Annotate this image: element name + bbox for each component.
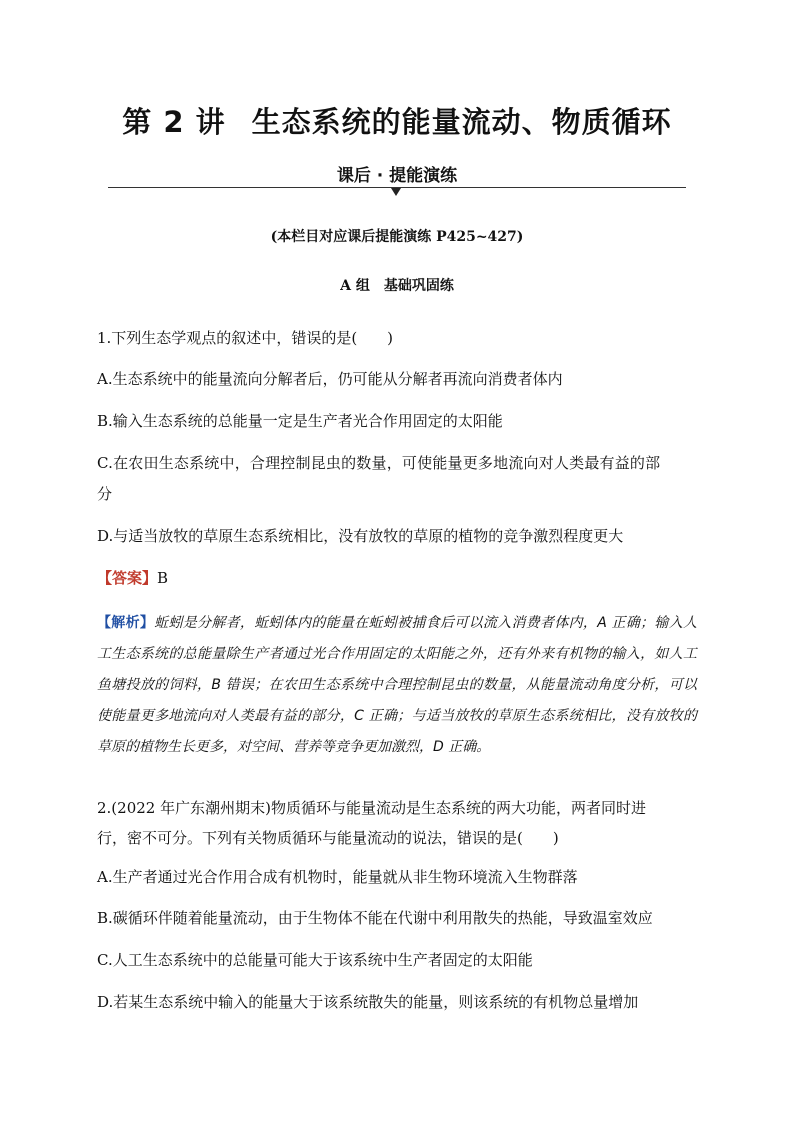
q1-analysis: [97, 608, 697, 763]
q1-option-b: B.输入生态系统的总能量一定是生产者光合作用固定的太阳能: [97, 412, 503, 430]
triangle-marker-icon: [391, 188, 401, 196]
page-title: [0, 100, 794, 141]
q2-option-a: A.生产者通过光合作用合成有机物时，能量就从非生物环境流入生物群落: [97, 868, 578, 886]
group-title: [0, 275, 794, 295]
analysis-text: 蚯蚓是分解者，蚯蚓体内的能量在蚯蚓被捕食后可以流入消费者体内，A 正确；输入人工生态系统的总能量除生产者通过光合作用固定的太阳能之外，还有外来有机物的输入，如人工鱼塘投放的饲料，B 错误；在农田生态系统中合理控制昆虫的数量，从能量流动角度分析，可以使能量更多地流向对人类最有益的部分，C 正确；与适当放牧的草原生态系统相比，没有放牧的草原的植物生长更多，对空间、营养等竞争更加激烈，D 正确。: [97, 615, 697, 755]
lesson-number: 第 2 讲: [122, 105, 226, 139]
q2-option-d: D.若某生态系统中输入的能量大于该系统散失的能量，则该系统的有机物总量增加: [97, 993, 639, 1011]
q2-stem-line2: 行，密不可分。下列有关物质循环与能量流动的说法，错误的是( ): [97, 829, 559, 847]
section-heading: 课后 · 提能演练: [336, 166, 458, 186]
q1-option-c-line2: 分: [97, 485, 113, 503]
q1-answer: [97, 568, 697, 588]
q2-stem-line1: 2.(2022 年广东潮州期末)物质循环与能量流动是生态系统的两大功能，两者同时进: [97, 799, 646, 817]
analysis-label: 【解析】: [97, 615, 155, 631]
q1-stem: 1.下列生态学观点的叙述中，错误的是( ): [97, 329, 394, 347]
answer-value: B: [157, 569, 169, 587]
source-note: (本栏目对应课后提能演练 P425~427): [270, 229, 524, 245]
lesson-title: 生态系统的能量流动、物质循环: [251, 105, 672, 139]
q1-option-c-line1: C.在农田生态系统中，合理控制昆虫的数量，可使能量更多地流向对人类最有益的部: [97, 454, 661, 472]
q2-option-b: B.碳循环伴随着能量流动，由于生物体不能在代谢中利用散失的热能，导致温室效应: [97, 909, 653, 927]
q1-option-a: A.生态系统中的能量流向分解者后，仍可能从分解者再流向消费者体内: [97, 370, 563, 388]
q2-option-c: C.人工生态系统中的总能量可能大于该系统中生产者固定的太阳能: [97, 951, 533, 969]
group-label: A 组: [340, 278, 370, 294]
answer-label: 【答案】: [97, 569, 158, 587]
q1-option-d: D.与适当放牧的草原生态系统相比，没有放牧的草原的植物的竞争激烈程度更大: [97, 527, 624, 545]
group-name: 基础巩固练: [383, 278, 454, 294]
